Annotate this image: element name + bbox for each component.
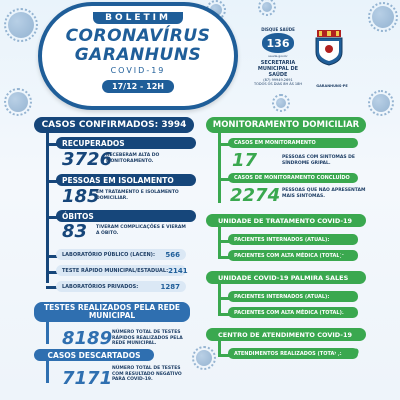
discarded-label: CASOS DESCARTADOS xyxy=(47,350,141,360)
virus-decoration-icon xyxy=(372,6,394,28)
disque-label: DISQUE SAÚDE xyxy=(261,27,295,32)
date-badge: 17/12 - 12H xyxy=(102,80,174,93)
contact-block xyxy=(254,27,302,86)
confirmed-cases-label: CASOS CONFIRMADOS: 3994 xyxy=(41,120,187,130)
palmira-unit-header xyxy=(206,271,366,284)
discarded-connector xyxy=(46,361,49,383)
deaths-desc: TIVERAM COMPLICAÇÕES E VIERAM A ÓBITO. xyxy=(96,225,186,236)
confirmed-cases-header xyxy=(34,117,194,133)
virus-decoration-icon xyxy=(262,2,272,12)
virus-decoration-icon xyxy=(372,94,390,112)
palmira-row xyxy=(228,291,358,302)
lab-value: 1287 xyxy=(160,282,180,291)
recovered-label: RECUPERADOS xyxy=(62,138,125,148)
isolation-value: 185 xyxy=(62,186,100,207)
treatment-row xyxy=(228,234,358,245)
monitoring-label: MONITORAMENTO DOMICILIAR xyxy=(212,120,360,130)
concluded-value: 2274 xyxy=(230,185,281,206)
isolation-pill xyxy=(56,174,196,186)
concluded-desc: PESSOAS QUE NÃO APRESENTAM MAIS SINTOMAS. xyxy=(282,188,366,199)
treatment-unit-header xyxy=(206,214,366,227)
title-line-2: GARANHUNS xyxy=(74,45,202,65)
discarded-desc: NÚMERO TOTAL DE TESTES COM RESULTADO NEGATIVO PARA COVID-19. xyxy=(112,366,182,382)
contact-phone: (87) 99949.2691 xyxy=(263,78,293,82)
virus-decoration-icon xyxy=(276,98,286,108)
tests-desc: NÚMERO TOTAL DE TESTES RÁPIDOS REALIZADOS PELA REDE MUNICIPAL. xyxy=(112,330,183,346)
care-center-header xyxy=(206,328,366,341)
care-center-row-value: 5840 xyxy=(334,348,360,358)
palmira-row xyxy=(228,307,358,318)
tests-header xyxy=(34,302,190,322)
city-crest-icon xyxy=(314,30,344,66)
discarded-value: 7171 xyxy=(62,368,113,389)
health-secretariat: SECRETARIA MUNICIPAL DE SAÚDE xyxy=(257,60,299,78)
lab-label: LABORATÓRIO PÚBLICO (LACEN): xyxy=(62,251,155,258)
treatment-unit-label: UNIDADE DE TRATAMENTO COVID-19 xyxy=(218,216,353,225)
concluded-pill xyxy=(228,173,358,183)
tests-connector xyxy=(46,322,49,344)
covid-subtitle: COVID-19 xyxy=(110,66,166,75)
boletim-label: BOLETIM xyxy=(93,12,183,24)
virus-decoration-icon xyxy=(8,92,28,112)
treatment-row-value: 109 xyxy=(338,250,357,260)
recovered-value: 3726 xyxy=(62,149,113,170)
virus-decoration-icon xyxy=(196,350,212,366)
tests-value: 8189 xyxy=(62,328,113,349)
treatment-row-label: PACIENTES COM ALTA MÉDICA (TOTAL): xyxy=(234,252,344,259)
lab-label: TESTE RÁPIDO MUNICIPAL/ESTADUAL: xyxy=(62,267,169,274)
treatment-row-value: 13 xyxy=(342,234,355,244)
tests-label: TESTES REALIZADOS PELA REDE MUNICIPAL xyxy=(43,302,181,320)
deaths-label: ÓBITOS xyxy=(62,211,94,221)
palmira-row-label: PACIENTES INTERNADOS (ATUAL): xyxy=(234,293,330,300)
confirmed-connector xyxy=(46,133,49,283)
treatment-row-label: PACIENTES INTERNADOS (ATUAL): xyxy=(234,236,330,243)
in-monitoring-desc: PESSOAS COM SINTOMAS DE SÍNDROME GRIPAL. xyxy=(282,155,355,166)
lab-value: 2141 xyxy=(168,266,188,275)
lab-label: LABORATÓRIOS PRIVADOS: xyxy=(62,283,139,290)
isolation-desc: EM TRATAMENTO E ISOLAMENTO DOMICILIAR. xyxy=(96,190,179,201)
in-monitoring-value: 17 xyxy=(232,150,258,171)
palmira-row-value: 60 xyxy=(342,307,355,317)
lab-value: 566 xyxy=(165,250,180,259)
disque-site: saude.gov.br xyxy=(268,54,288,58)
disque-number: 136 xyxy=(262,33,294,53)
deaths-value: 83 xyxy=(62,221,88,242)
discarded-header xyxy=(34,349,154,361)
virus-decoration-icon xyxy=(8,12,34,38)
recovered-desc: RECEBERAM ALTA DO MONITORAMENTO. xyxy=(106,153,160,164)
lab-row xyxy=(56,281,186,292)
isolation-label: PESSOAS EM ISOLAMENTO xyxy=(62,175,174,185)
palmira-unit-label: UNIDADE COVID-19 PALMIRA SALES xyxy=(218,273,349,282)
palmira-row-value: 11 xyxy=(344,291,357,301)
in-monitoring-pill xyxy=(228,138,358,148)
care-center-label: CENTRO DE ATENDIMENTO COVID-19 xyxy=(218,330,353,339)
palmira-row-label: PACIENTES COM ALTA MÉDICA (TOTAL): xyxy=(234,309,344,316)
recovered-pill xyxy=(56,137,196,149)
crest-caption: GARANHUNS-PE xyxy=(316,84,348,88)
concluded-label: CASOS DE MONITORAMENTO CONCLUÍDO xyxy=(234,175,350,181)
monitoring-header xyxy=(206,117,366,133)
lab-row xyxy=(56,249,186,260)
care-center-row-label: ATENDIMENTOS REALIZADOS (TOTAL): xyxy=(234,350,342,357)
contact-hours: TODOS OS DIAS 8H ÀS 18H xyxy=(254,82,303,86)
title-line-1: CORONAVÍRUS xyxy=(65,26,211,46)
in-monitoring-label: CASOS EM MONITORAMENTO xyxy=(234,140,316,146)
header-bubble xyxy=(38,2,238,110)
lab-row xyxy=(56,265,186,276)
